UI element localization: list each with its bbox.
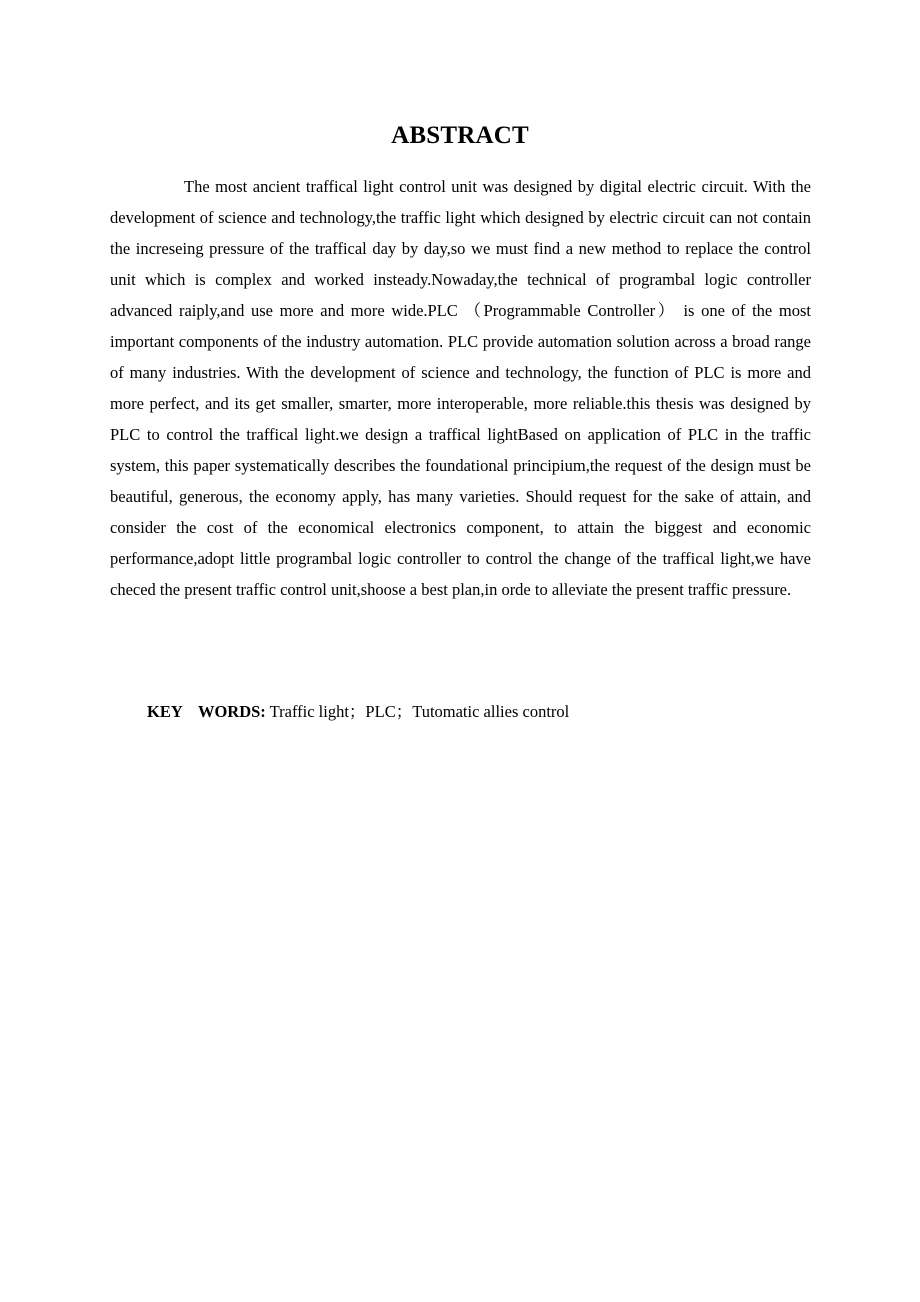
abstract-paragraph: The most ancient traffical light control unit was designed by digital electric circuit. With the development of science and technology,the traffic light which designed by electric circuit can not contain the increseing pressure of the traffical day by day,so we must find a new method to replace the control unit which is complex and worked insteady.Nowaday,the technical of programbal logic controller advanced raiply,and use more and more wide.PLC （Programmable Controller） is one of the most important components of the industry automation. PLC provide automation solution across a broad range of many industries. With the development of science and technology, the function of PLC is more and more perfect, and its get smaller, smarter, more interoperable, more reliable.this thesis was designed by PLC to control the traffical light.we design a traffical lightBased on application of PLC in the traffic system, this paper systematically describes the foundational principium,the request of the design must be beautiful, generous, the economy apply, has many varieties. Should request for the sake of attain, and consider the cost of the economical electronics component, to attain the biggest and economic performance,adopt little programbal logic controller to control the change of the traffical light,we have checed the present traffic control unit,shoose a best plan,in orde to alleviate the present traffic pressure. xyxy=(110,177,811,599)
keywords-value: Traffic light；PLC；Tutomatic allies control xyxy=(269,702,570,721)
keywords-line xyxy=(147,696,807,727)
abstract-title: ABSTRACT xyxy=(391,122,529,149)
keywords-label: KEY WORDS: xyxy=(147,702,266,721)
